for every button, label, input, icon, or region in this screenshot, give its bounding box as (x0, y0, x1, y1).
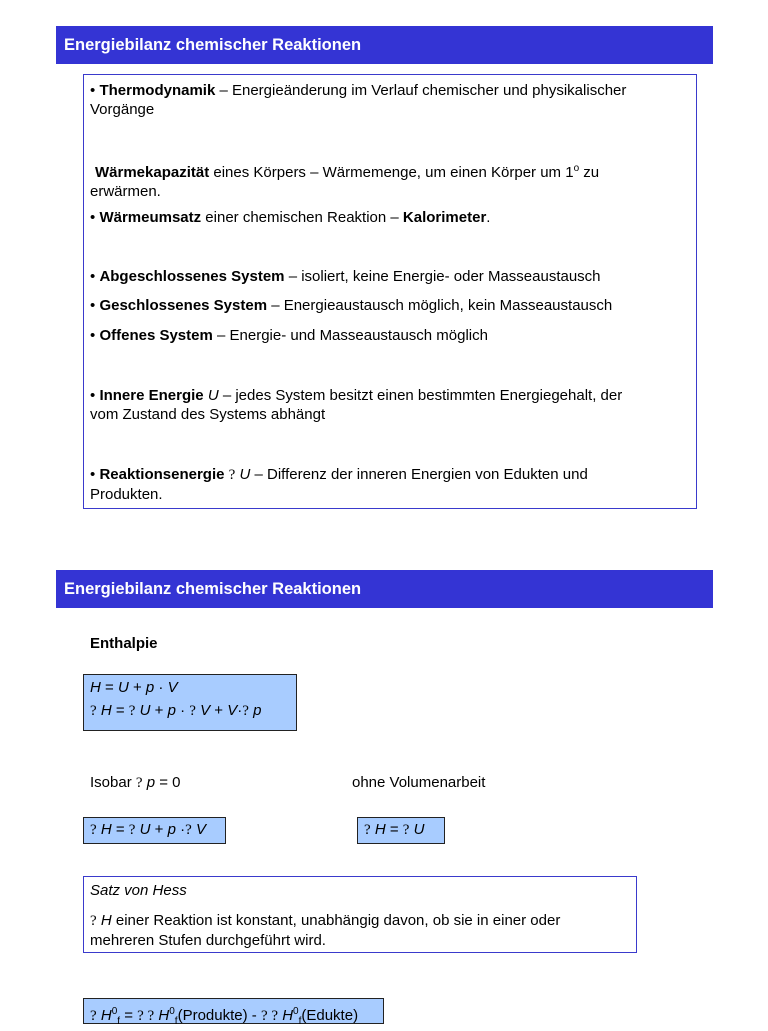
slide1-title: Energiebilanz chemischer Reaktionen (64, 36, 362, 54)
enthalpie-formula-box (83, 674, 297, 731)
formation-enthalpy-formula-box: ? $H^0_f$ = ? ? $H^0_f(Produkte)$ - ? ? $H^0_f(Edukte)$ (83, 998, 384, 1024)
item-geschlossenes-system: • Geschlossenes System – Energieaustausch möglich, kein Masseaustausch (90, 297, 613, 314)
item-thermodynamik: • Thermodynamik – Energieänderung im Verlauf chemischer und physikalischer Vorgänge (90, 82, 627, 118)
isobar-label: Isobar ? p = 0 (90, 774, 181, 791)
hess-title: Satz von Hess (90, 882, 187, 899)
item-abgeschlossenes-system: • Abgeschlossenes System – isoliert, keine Energie- oder Masseaustausch (90, 268, 601, 285)
slide2-title: Energiebilanz chemischer Reaktionen (64, 580, 362, 598)
item-waermekapazitaet: Wärmekapazität eines Körpers – Wärmemenge, um einen Körper um 1$^o$ zu erwärmen. (90, 163, 600, 200)
enthalpie-heading: Enthalpie (90, 635, 158, 652)
item-offenes-system: • Offenes System – Energie- und Masseaustausch möglich (90, 327, 488, 344)
formula-h-definition: H = U + p · V (90, 679, 178, 696)
hess-text: ? H einer Reaktion ist konstant, unabhängig davon, ob sie in einer oder mehreren Stufen durchgeführt wird. (90, 912, 561, 949)
slide2-title-bar (56, 570, 713, 608)
formula-delta-h: ? H = ? U + p · ? V + V·? p (90, 702, 262, 719)
ohne-volumenarbeit-label: ohne Volumenarbeit (352, 774, 486, 791)
item-waermeumsatz: • Wärmeumsatz einer chemischen Reaktion – Kalorimeter. (90, 209, 491, 226)
no-volume-work-formula-box: ? H = ? U (357, 817, 445, 844)
satz-von-hess-box (83, 876, 637, 953)
item-innere-energie: • Innere Energie U – jedes System besitzt einen bestimmten Energiegehalt, der vom Zustand des Systems abhängt (90, 387, 623, 423)
slide1-content-panel (83, 74, 697, 509)
item-reaktionsenergie: • Reaktionsenergie ? U – Differenz der inneren Energien von Edukten und Produkten. (90, 466, 588, 503)
isobar-formula-box: ? H = ? U + p ·? V (83, 817, 226, 844)
slide1-title-bar (56, 26, 713, 64)
